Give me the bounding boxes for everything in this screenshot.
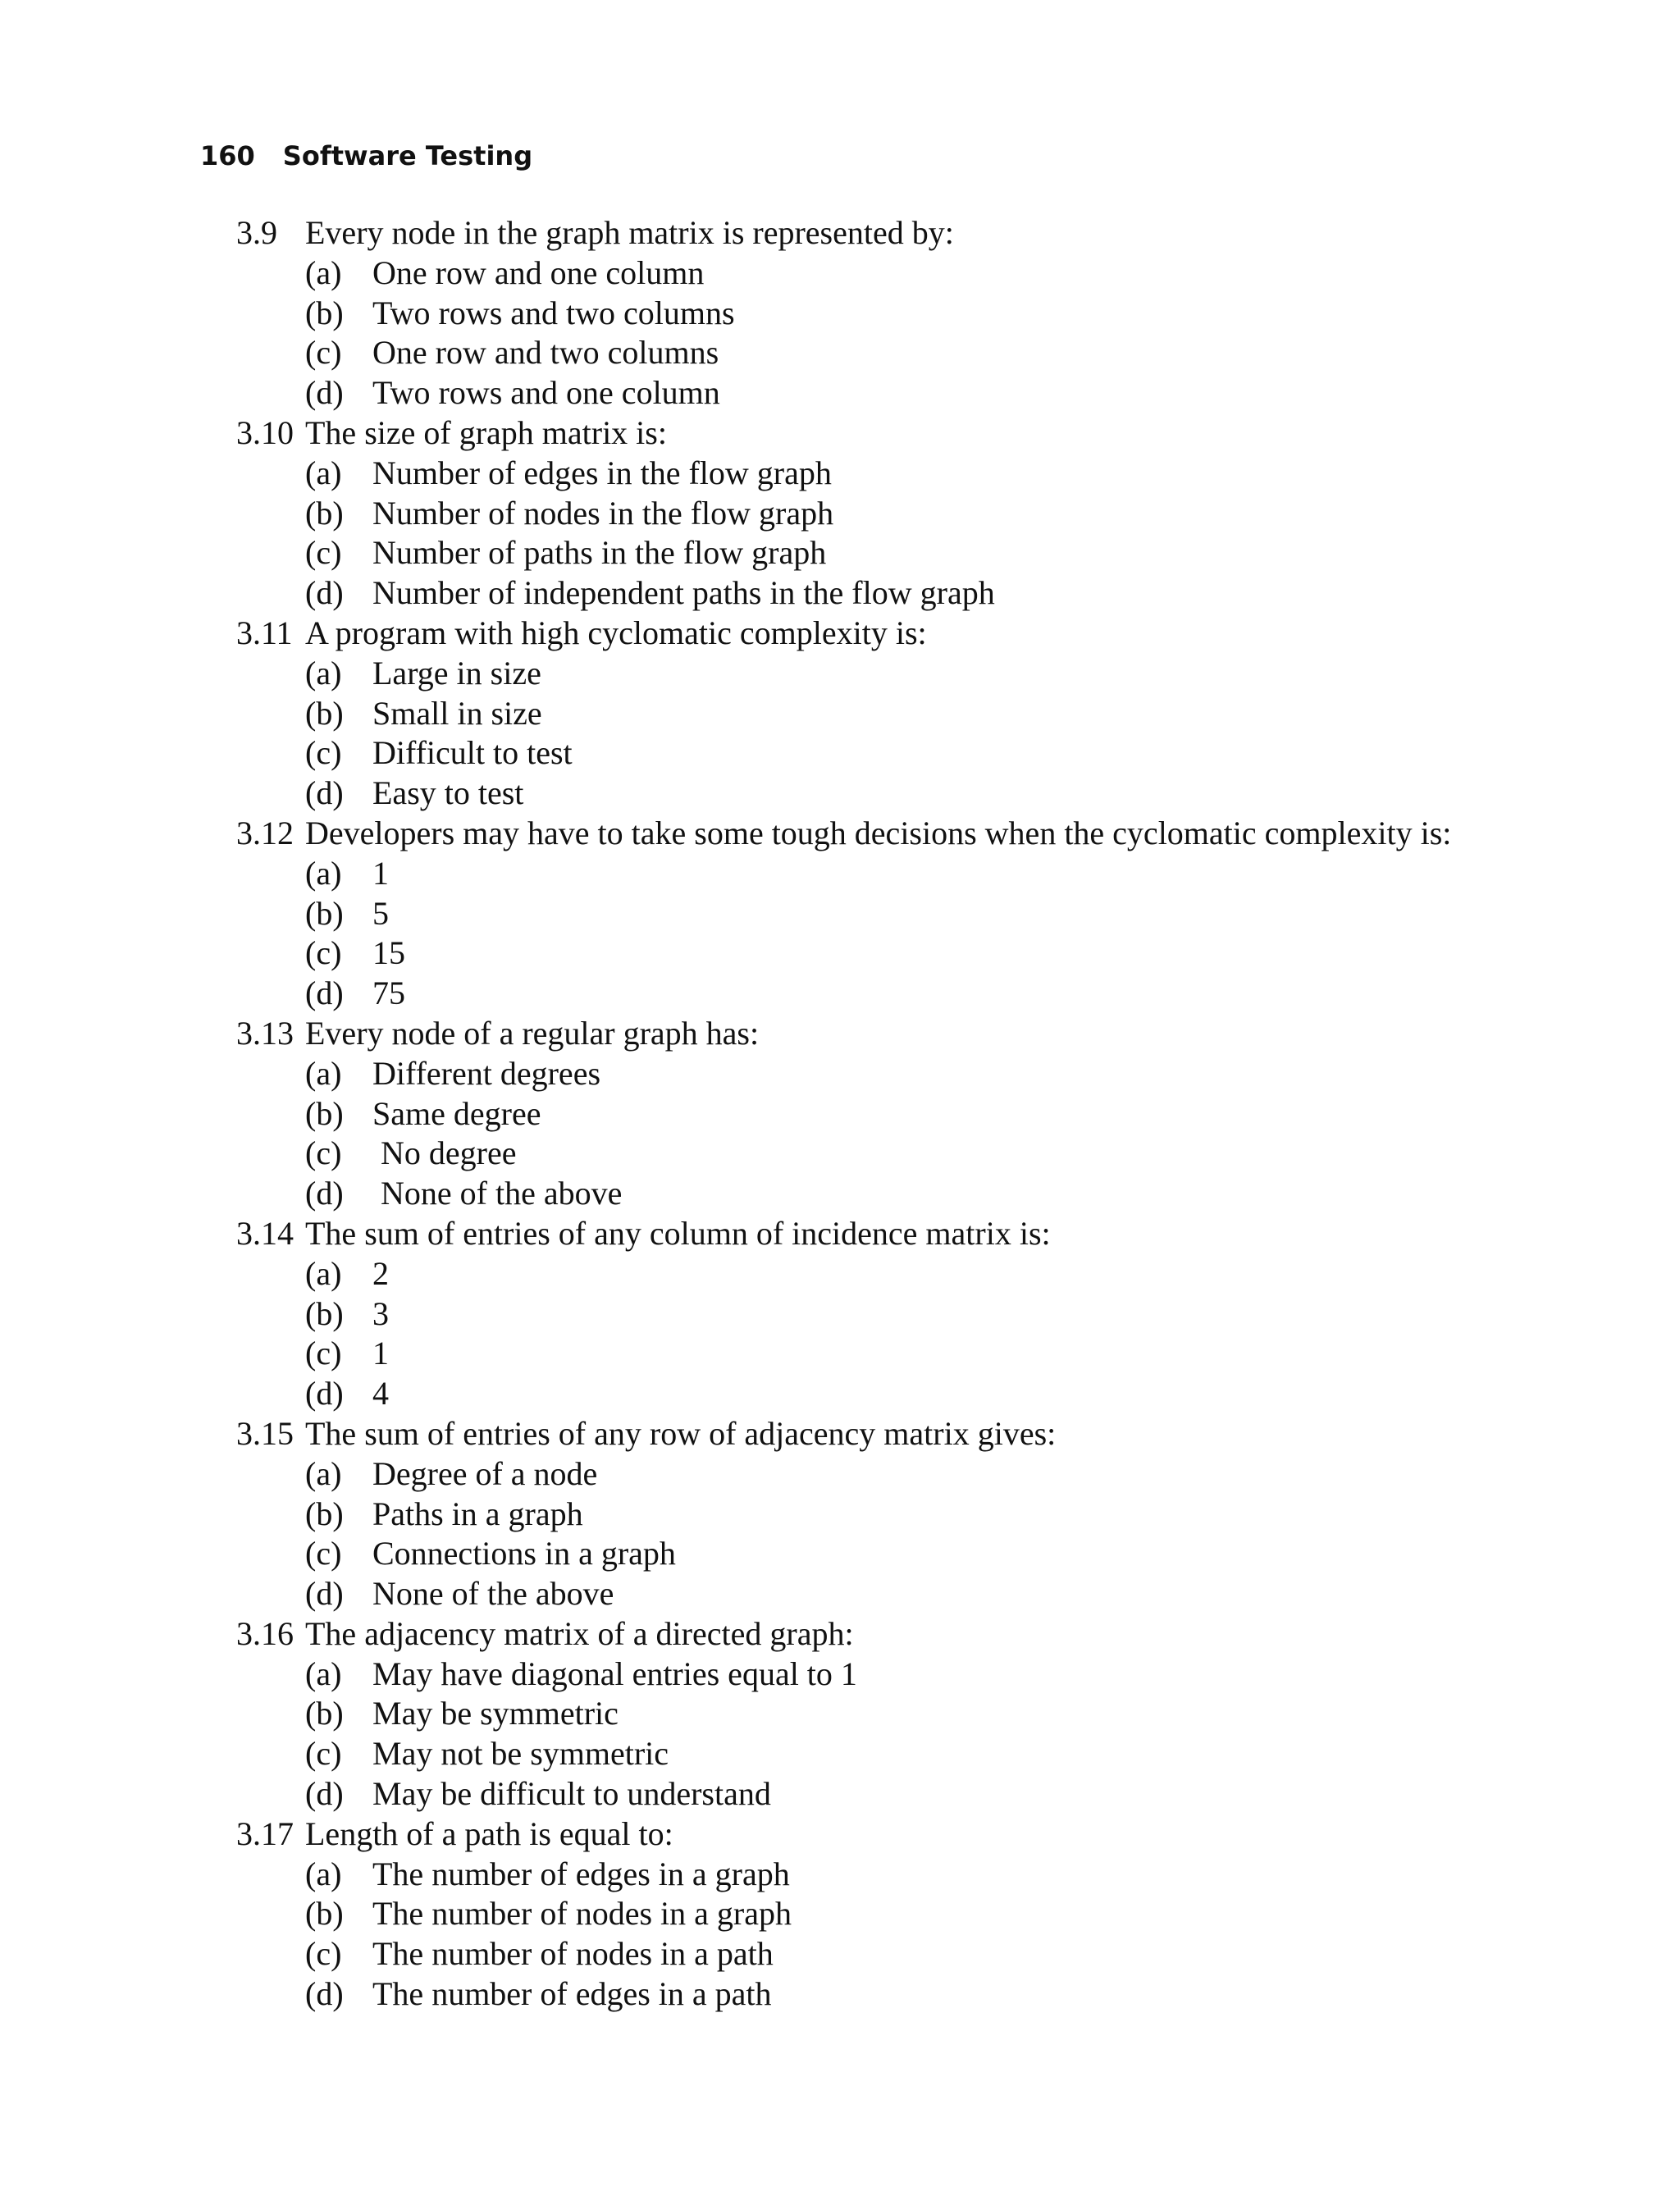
option-label: (a) xyxy=(305,1254,342,1292)
option-label: (c) xyxy=(305,1134,342,1172)
question-3-11 xyxy=(236,614,1483,814)
question-3-13 xyxy=(236,1014,1483,1214)
option-text: 1 xyxy=(372,854,389,892)
option-label: (b) xyxy=(305,1094,344,1132)
option-d xyxy=(236,1574,1483,1614)
option-text: Two rows and one column xyxy=(372,374,720,412)
option-label: (c) xyxy=(305,534,342,572)
option-label: (d) xyxy=(305,1975,344,2013)
option-c xyxy=(236,733,1483,774)
option-text: Paths in a graph xyxy=(372,1495,583,1532)
question-number: 3.9 xyxy=(236,214,277,251)
question-number: 3.15 xyxy=(236,1414,294,1452)
option-label: (d) xyxy=(305,974,344,1012)
option-c xyxy=(236,333,1483,373)
option-text: 5 xyxy=(372,894,389,932)
question-stem xyxy=(236,1814,1483,1855)
option-label: (c) xyxy=(305,334,342,372)
question-text: The adjacency matrix of a directed graph: xyxy=(305,1614,854,1652)
option-text: Connections in a graph xyxy=(372,1535,676,1572)
question-text: A program with high cyclomatic complexity is: xyxy=(305,614,927,651)
question-number: 3.11 xyxy=(236,614,293,651)
question-3-10 xyxy=(236,413,1483,614)
option-text: Degree of a node xyxy=(372,1454,598,1492)
question-stem xyxy=(236,1614,1483,1655)
option-label: (c) xyxy=(305,734,342,772)
option-text: 75 xyxy=(372,974,405,1012)
option-label: (d) xyxy=(305,1575,344,1613)
option-text: May have diagonal entries equal to 1 xyxy=(372,1655,857,1692)
question-text: The sum of entries of any row of adjacency matrix gives: xyxy=(305,1414,1057,1452)
option-c xyxy=(236,1134,1483,1174)
option-d xyxy=(236,1974,1483,2015)
option-text: The number of edges in a graph xyxy=(372,1855,790,1892)
question-stem xyxy=(236,1014,1483,1054)
option-label: (a) xyxy=(305,253,342,291)
option-a xyxy=(236,454,1483,494)
option-label: (d) xyxy=(305,374,344,412)
option-text: Two rows and two columns xyxy=(372,294,735,331)
option-label: (b) xyxy=(305,294,344,331)
option-label: (b) xyxy=(305,1895,344,1933)
option-c xyxy=(236,1334,1483,1374)
question-3-15 xyxy=(236,1414,1483,1614)
book-title: Software Testing xyxy=(282,140,533,171)
option-label: (c) xyxy=(305,1335,342,1372)
option-text: Small in size xyxy=(372,694,542,732)
option-b xyxy=(236,294,1483,334)
question-stem xyxy=(236,1214,1483,1254)
question-stem xyxy=(236,1414,1483,1454)
option-text: No degree xyxy=(381,1134,517,1172)
option-b xyxy=(236,1094,1483,1134)
question-3-14 xyxy=(236,1214,1483,1414)
option-label: (b) xyxy=(305,1495,344,1532)
option-a xyxy=(236,1254,1483,1294)
option-text: Number of independent paths in the flow graph xyxy=(372,574,995,612)
question-number: 3.14 xyxy=(236,1214,294,1252)
question-3-9 xyxy=(236,213,1483,413)
question-text: The sum of entries of any column of incidence matrix is: xyxy=(305,1214,1051,1252)
option-c xyxy=(236,1934,1483,1974)
option-a xyxy=(236,1655,1483,1695)
option-text: One row and two columns xyxy=(372,334,719,372)
question-3-16 xyxy=(236,1614,1483,1814)
question-number: 3.16 xyxy=(236,1614,294,1652)
option-text: May not be symmetric xyxy=(372,1735,669,1773)
option-d xyxy=(236,1374,1483,1414)
option-c xyxy=(236,933,1483,974)
option-a xyxy=(236,253,1483,294)
question-text: The size of graph matrix is: xyxy=(305,413,667,451)
option-label: (c) xyxy=(305,1535,342,1572)
option-b xyxy=(236,894,1483,934)
question-number: 3.10 xyxy=(236,413,294,451)
option-b xyxy=(236,694,1483,734)
option-text: One row and one column xyxy=(372,253,705,291)
option-text: 3 xyxy=(372,1294,389,1332)
option-text: 4 xyxy=(372,1375,389,1413)
option-text: Number of nodes in the flow graph xyxy=(372,494,834,532)
option-a xyxy=(236,1054,1483,1094)
question-stem xyxy=(236,614,1483,654)
question-3-17 xyxy=(236,1814,1483,2015)
option-d xyxy=(236,573,1483,614)
option-d xyxy=(236,974,1483,1014)
question-stem xyxy=(236,413,1483,454)
question-number: 3.13 xyxy=(236,1014,294,1052)
option-label: (d) xyxy=(305,774,344,812)
option-text: Different degrees xyxy=(372,1054,601,1092)
question-text: Developers may have to take some tough decisions when the cyclomatic complexity is: xyxy=(305,814,1452,851)
option-c xyxy=(236,1534,1483,1574)
question-list xyxy=(236,213,1483,2015)
option-label: (b) xyxy=(305,694,344,732)
option-label: (c) xyxy=(305,1935,342,1973)
question-stem xyxy=(236,814,1483,854)
question-text: Length of a path is equal to: xyxy=(305,1814,673,1852)
option-label: (d) xyxy=(305,574,344,612)
option-b xyxy=(236,1495,1483,1535)
option-text: Large in size xyxy=(372,654,541,691)
option-label: (d) xyxy=(305,1775,344,1813)
option-d xyxy=(236,1774,1483,1814)
option-label: (c) xyxy=(305,1735,342,1773)
question-stem xyxy=(236,213,1483,253)
option-c xyxy=(236,533,1483,573)
option-text: The number of nodes in a path xyxy=(372,1935,774,1973)
option-text: 2 xyxy=(372,1254,389,1292)
option-label: (a) xyxy=(305,654,342,691)
option-text: Difficult to test xyxy=(372,734,573,772)
question-number: 3.12 xyxy=(236,814,294,851)
option-label: (a) xyxy=(305,1855,342,1892)
option-text: None of the above xyxy=(372,1575,614,1613)
option-d xyxy=(236,1174,1483,1214)
option-text: 15 xyxy=(372,934,405,972)
option-text: Number of paths in the flow graph xyxy=(372,534,827,572)
option-a xyxy=(236,1855,1483,1895)
option-a xyxy=(236,654,1483,694)
option-label: (b) xyxy=(305,1294,344,1332)
option-d xyxy=(236,373,1483,413)
option-b xyxy=(236,494,1483,534)
option-label: (a) xyxy=(305,854,342,892)
option-label: (b) xyxy=(305,494,344,532)
question-text: Every node of a regular graph has: xyxy=(305,1014,760,1052)
running-header xyxy=(200,136,532,176)
option-text: 1 xyxy=(372,1335,389,1372)
option-label: (b) xyxy=(305,894,344,932)
question-number: 3.17 xyxy=(236,1814,294,1852)
option-b xyxy=(236,1294,1483,1335)
page-number: 160 xyxy=(200,140,255,171)
option-a xyxy=(236,854,1483,894)
option-text: The number of edges in a path xyxy=(372,1975,772,2013)
option-c xyxy=(236,1734,1483,1774)
option-label: (b) xyxy=(305,1695,344,1732)
option-text: Easy to test xyxy=(372,774,524,812)
option-b xyxy=(236,1894,1483,1934)
option-text: May be difficult to understand xyxy=(372,1775,771,1813)
option-text: Number of edges in the flow graph xyxy=(372,454,832,491)
option-text: May be symmetric xyxy=(372,1695,619,1732)
option-label: (a) xyxy=(305,1454,342,1492)
question-3-12 xyxy=(236,814,1483,1014)
option-label: (c) xyxy=(305,934,342,972)
option-label: (d) xyxy=(305,1175,344,1212)
option-label: (d) xyxy=(305,1375,344,1413)
option-d xyxy=(236,774,1483,814)
option-label: (a) xyxy=(305,1054,342,1092)
option-text: The number of nodes in a graph xyxy=(372,1895,792,1933)
option-text: None of the above xyxy=(381,1175,623,1212)
option-b xyxy=(236,1694,1483,1734)
option-label: (a) xyxy=(305,454,342,491)
option-text: Same degree xyxy=(372,1094,541,1132)
option-label: (a) xyxy=(305,1655,342,1692)
question-text: Every node in the graph matrix is represented by: xyxy=(305,214,954,251)
option-a xyxy=(236,1454,1483,1495)
